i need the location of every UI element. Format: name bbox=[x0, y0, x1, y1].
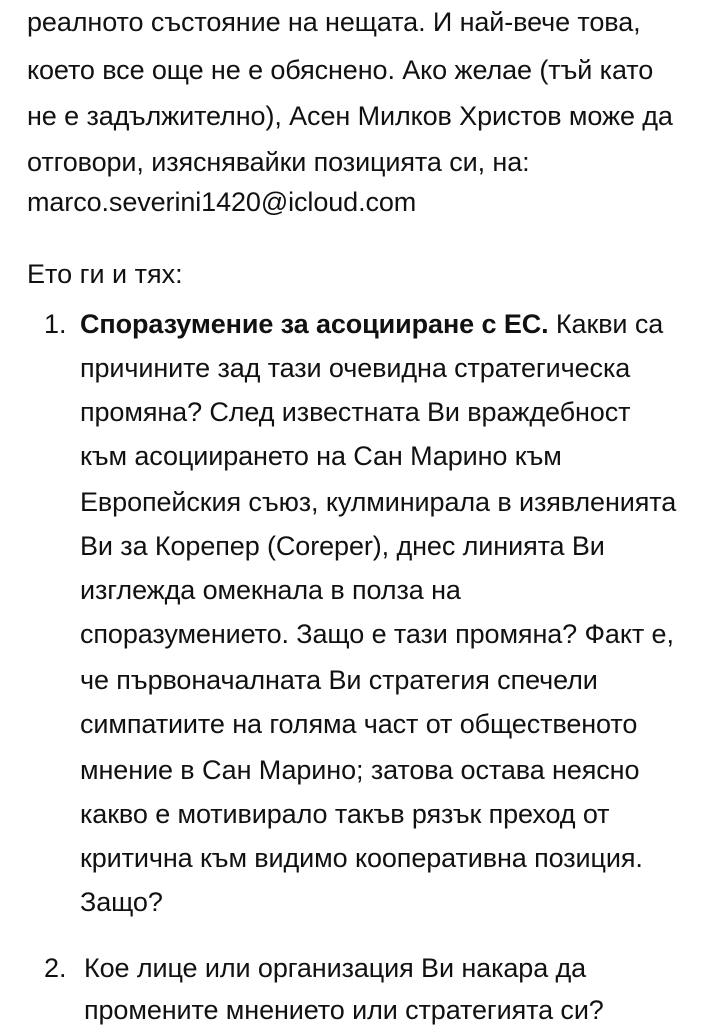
list-item-text: Какви са bbox=[548, 309, 664, 339]
list-item-line: към асоциирането на Сан Марино към bbox=[80, 441, 562, 471]
list-item-line: че първоначалната Ви стратегия спечели bbox=[80, 665, 598, 695]
list-number: 1. bbox=[44, 309, 67, 339]
email-text: marco.severini1420@icloud.com bbox=[27, 187, 417, 217]
intro-line: отговори, изяснявайки позицията си, на: bbox=[27, 147, 530, 177]
list-lead: Ето ги и тях: bbox=[27, 259, 183, 289]
intro-line: не е задължително), Асен Милков Христов може да bbox=[27, 101, 673, 131]
list-item-line: Защо? bbox=[80, 887, 163, 917]
list-item-line: промяна? След известната Ви враждебност bbox=[80, 397, 631, 427]
list-item-first-line bbox=[80, 308, 663, 340]
list-item-line: изглежда омекнала в полза на bbox=[80, 575, 461, 605]
list-item-line: причините зад тази очевидна стратегическа bbox=[80, 353, 631, 383]
list-item-line: промените мнението или стратегията си? bbox=[84, 995, 604, 1025]
intro-line: реалното състояние на нещата. И най-вече това, bbox=[27, 7, 641, 37]
list-item-line: мнение в Сан Марино; затова остава неясно bbox=[80, 755, 640, 785]
list-item-title: Споразумение за асоцииране с ЕС. bbox=[80, 309, 549, 339]
list-item-line: Кое лице или организация Ви накара да bbox=[84, 953, 587, 983]
list-item-line: споразумението. Защо е тази промяна? Факт е, bbox=[80, 619, 674, 649]
list-item-line: какво е мотивирало такъв рязък преход от bbox=[80, 799, 610, 829]
list-item-line: симпатиите на голяма част от общественото bbox=[80, 709, 638, 739]
list-item-line: Европейския съюз, кулминирала в изявленията bbox=[80, 487, 677, 517]
list-number: 2. bbox=[44, 953, 67, 983]
list-item-line: Ви за Корепер (Coreper), днес линията Ви bbox=[80, 531, 605, 561]
intro-line: което все още не е обяснено. Ако желае (тъй като bbox=[27, 55, 654, 85]
list-item-line: критична към видимо кооперативна позиция. bbox=[80, 843, 643, 873]
